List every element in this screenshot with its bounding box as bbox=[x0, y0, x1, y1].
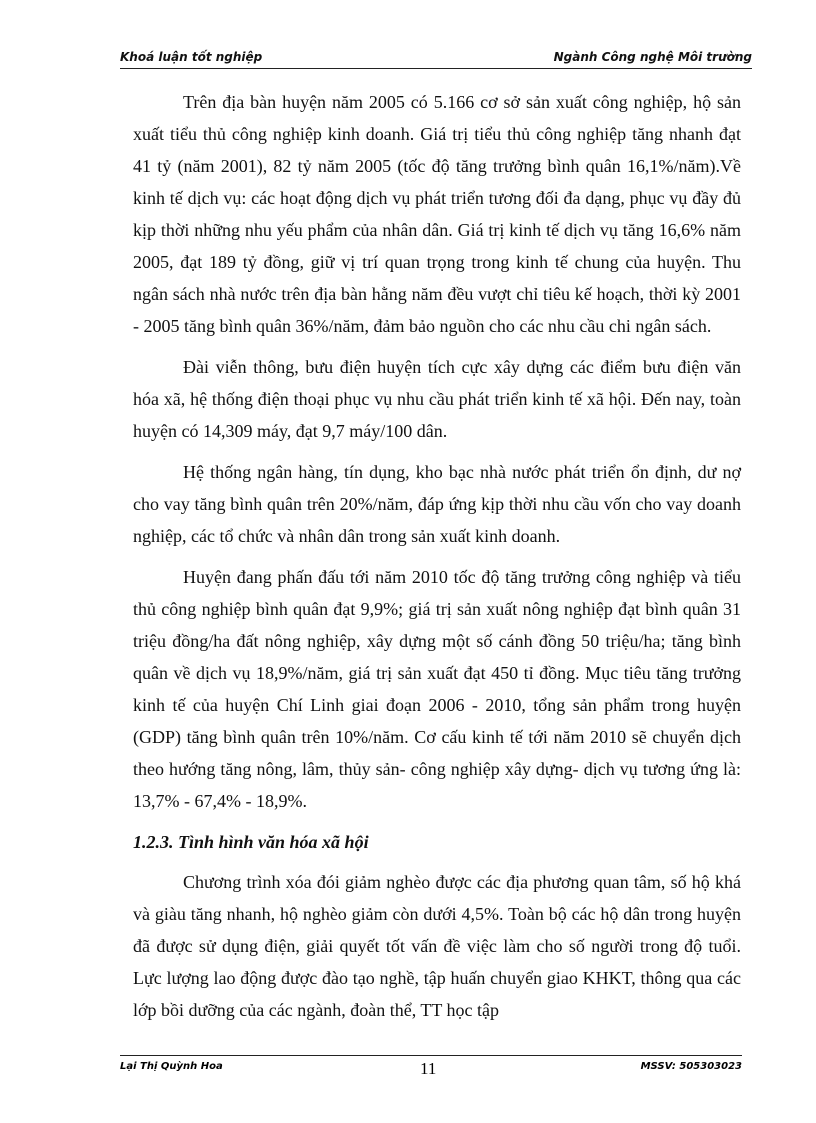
paragraph-targets: Huyện đang phấn đấu tới năm 2010 tốc độ tăng trưởng công nghiệp và tiểu thủ công nghiệp bình quân đạt 9,9%; giá trị sản xuất nông nghiệp đạt bình quân 31 triệu đồng/ha đất nông nghiệp, xây dựng một số cánh đồng 50 triệu/ha; tăng bình quân về dịch vụ 18,9%/năm, giá trị sản xuất đạt 450 tỉ đồng. Mục tiêu tăng trưởng kinh tế của huyện Chí Linh giai đoạn 2006 - 2010, tổng sản phẩm trong huyện (GDP) tăng bình quân trên 10%/năm. Cơ cấu kinh tế tới năm 2010 sẽ chuyển dịch theo hướng tăng nông, lâm, thủy sản- công nghiệp xây dựng- dịch vụ tương ứng là: 13,7% - 67,4% - 18,9%. bbox=[133, 567, 741, 811]
footer-author: Lại Thị Quỳnh Hoa bbox=[120, 1061, 223, 1072]
header-major-label: Ngành Công nghệ Môi trường bbox=[553, 50, 752, 64]
header-thesis-label: Khoá luận tốt nghiệp bbox=[120, 50, 263, 64]
paragraph-banking: Hệ thống ngân hàng, tín dụng, kho bạc nhà nước phát triển ổn định, dư nợ cho vay tăng bình quân trên 20%/năm, đáp ứng kịp thời nhu cầu vốn cho vay doanh nghiệp, các tổ chức và nhân dân trong sản xuất kinh doanh. bbox=[133, 462, 741, 546]
page-header bbox=[120, 48, 752, 69]
section-heading: 1.2.3. Tình hình văn hóa xã hội bbox=[133, 832, 369, 852]
paragraph-industry: Trên địa bàn huyện năm 2005 có 5.166 cơ sở sản xuất công nghiệp, hộ sản xuất tiểu thủ công nghiệp kinh doanh. Giá trị tiểu thủ công nghiệp tăng nhanh đạt 41 tỷ (năm 2001), 82 tỷ năm 2005 (tốc độ tăng trưởng bình quân 16,1%/năm).Về kinh tế dịch vụ: các hoạt động dịch vụ phát triển tương đối đa dạng, phục vụ đầy đủ kịp thời những nhu yếu phẩm của nhân dân. Giá trị kinh tế dịch vụ tăng 16,6% năm 2005, đạt 189 tỷ đồng, giữ vị trí quan trọng trong kinh tế chung của huyện. Thu ngân sách nhà nước trên địa bàn hằng năm đều vượt chỉ tiêu kế hoạch, thời kỳ 2001 - 2005 tăng bình quân 36%/năm, đảm bảo nguồn cho các nhu cầu chi ngân sách. bbox=[133, 92, 741, 336]
footer-student-id: MSSV: 505303023 bbox=[640, 1061, 742, 1072]
paragraph-telecom: Đài viễn thông, bưu điện huyện tích cực xây dựng các điểm bưu điện văn hóa xã, hệ thống điện thoại phục vụ nhu cầu phát triển kinh tế xã hội. Đến nay, toàn huyện có 14,309 máy, đạt 9,7 máy/100 dân. bbox=[133, 357, 741, 441]
page-number: 11 bbox=[420, 1059, 437, 1078]
page-footer bbox=[120, 1055, 742, 1092]
paragraph-culture-society: Chương trình xóa đói giảm nghèo được các địa phương quan tâm, số hộ khá và giàu tăng nhanh, hộ nghèo giảm còn dưới 4,5%. Toàn bộ các hộ dân trong huyện đã được sử dụng điện, giải quyết tốt vấn đề việc làm cho số người trong độ tuổi. Lực lượng lao động được đào tạo nghề, tập huấn chuyển giao KHKT, thông qua các lớp bồi dưỡng của các ngành, đoàn thể, TT học tập bbox=[133, 872, 741, 1020]
document-body bbox=[133, 86, 741, 1035]
